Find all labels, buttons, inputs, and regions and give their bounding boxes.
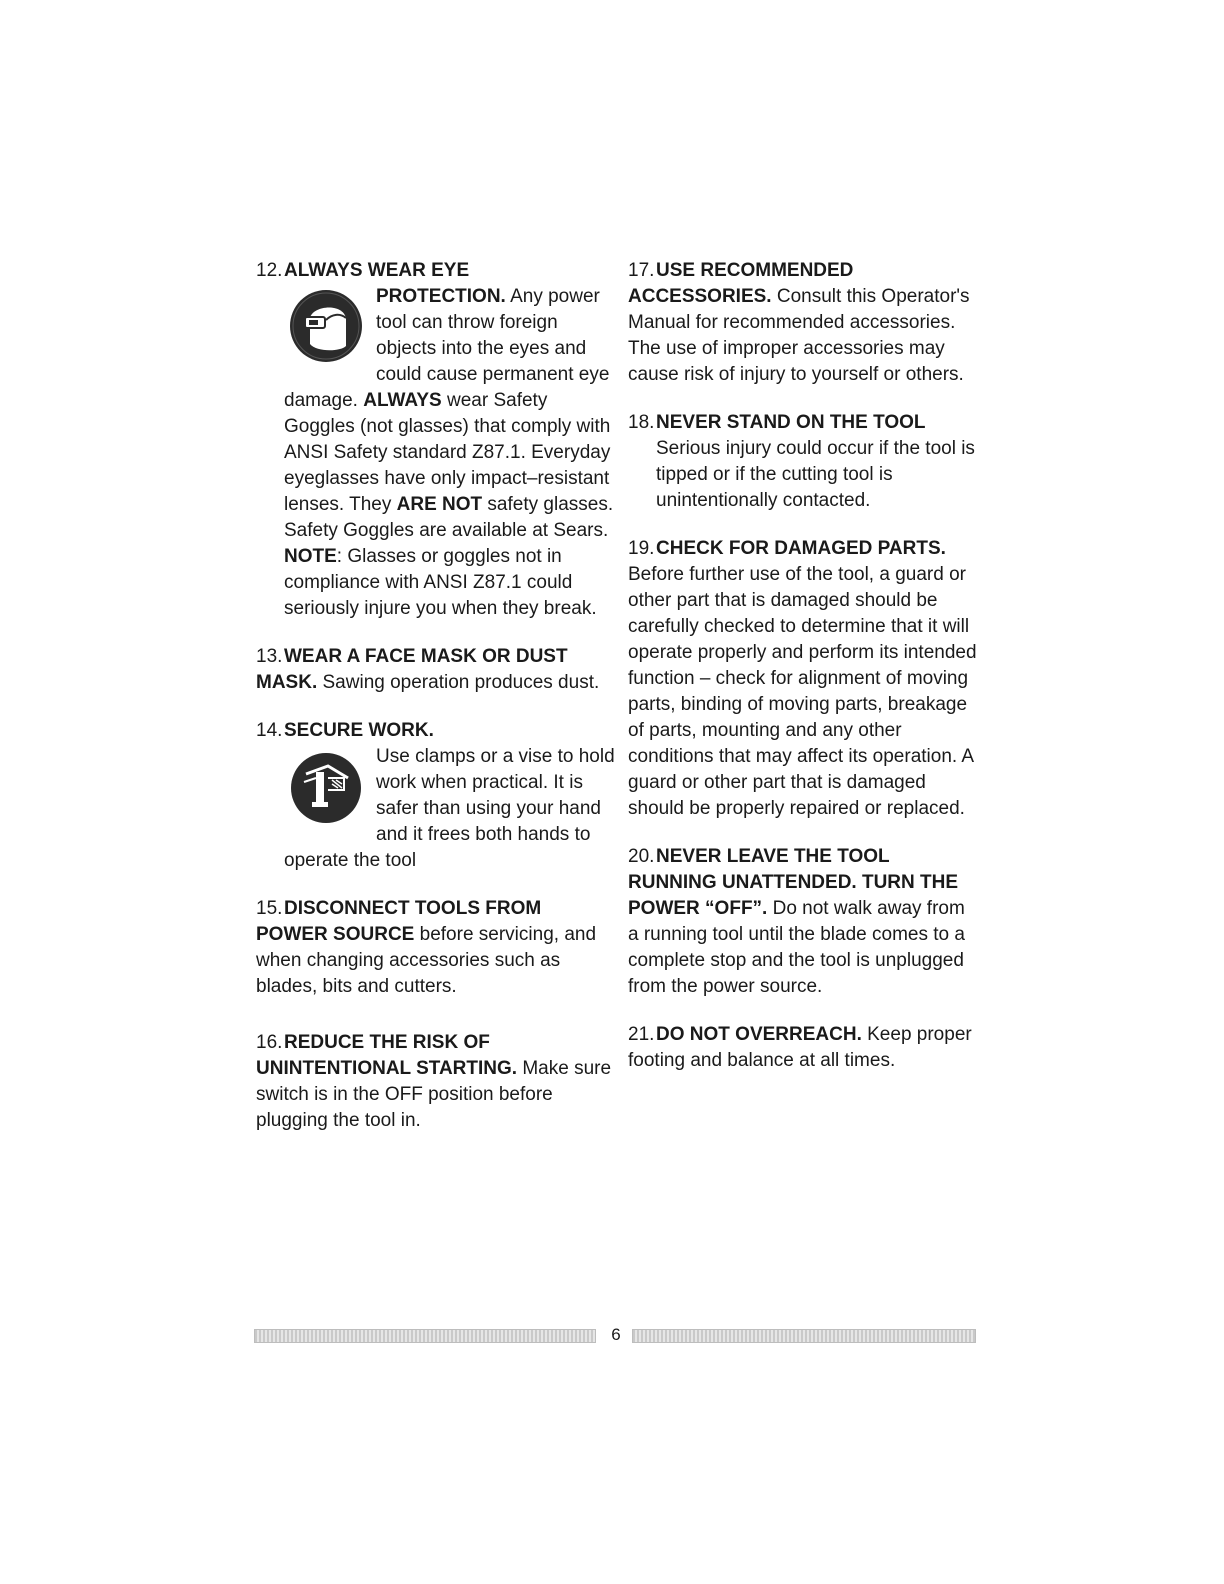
item-body: Any power tool can throw foreign objects into the eyes and could cause permanent eye damage. (284, 286, 610, 411)
note-label: NOTE (284, 546, 337, 567)
clamp-icon (284, 744, 368, 848)
item-body: Before further use of the tool, a guard or other part that is damaged should be carefully checked to determine that it will operate properly and perform its intended function – check for alignment of moving parts, binding of moving parts, breakage of parts, mounting and any other conditions that may affect its operation. A guard or other part that is damaged should be properly repaired or replaced. (628, 564, 977, 819)
safety-item-19 (628, 536, 980, 822)
item-body: Do not walk away from a running tool until the blade comes to a complete stop and the tool is unplugged from the power source. (628, 898, 965, 997)
item-title: ALWAYS WEAR EYE (284, 260, 470, 281)
item-body-cont2: safety glasses. Safety Goggles are available at Sears. (284, 494, 614, 541)
safety-item-16 (256, 1030, 616, 1134)
safety-item-15 (256, 896, 616, 1000)
item-title: DO NOT OVERREACH. (656, 1024, 862, 1045)
item-number: 14. (256, 720, 283, 741)
item-body: Make sure switch is in the OFF position before plugging the tool in. (256, 1058, 612, 1131)
footer-bar-left (254, 1329, 596, 1343)
safety-item-20 (628, 844, 980, 1000)
item-body: before servicing, and when changing accessories such as blades, bits and cutters. (256, 924, 597, 997)
item-body: Use clamps or a vise to hold work when practical. It is safer than using your hand and it frees both hands to operate the tool (284, 746, 615, 871)
item-title-cont: PROTECTION. (376, 286, 506, 307)
item-number: 21. (628, 1024, 655, 1045)
emphasis-always: ALWAYS (363, 390, 442, 411)
item-body: Sawing operation produces dust. (317, 672, 600, 693)
note-text: : Glasses or goggles not in compliance with ANSI Z87.1 could seriously injure you when they break. (284, 546, 597, 619)
item-title: USE RECOMMENDED ACCESSORIES. (628, 260, 854, 307)
safety-goggles-icon (284, 284, 368, 388)
item-body: Serious injury could occur if the tool is tipped or if the cutting tool is unintentionally contacted. (656, 438, 975, 511)
page-number: 6 (611, 1325, 621, 1344)
item-title: SECURE WORK. (284, 720, 434, 741)
item-number: 16. (256, 1032, 283, 1053)
safety-item-17 (628, 258, 980, 388)
emphasis-are-not: ARE NOT (396, 494, 483, 515)
footer-bar-right (632, 1329, 976, 1343)
item-title: NEVER STAND ON THE TOOL (656, 412, 926, 433)
safety-item-13 (256, 644, 616, 696)
item-body: Consult this Operator's Manual for recommended accessories. The use of improper accessories may cause risk of injury to yourself or others. (628, 286, 970, 385)
item-body-cont: wear Safety Goggles (not glasses) that comply with ANSI Safety standard Z87.1. Everyday eyeglasses have only impact–resistant lenses. They (284, 390, 611, 515)
item-number: 19. (628, 538, 655, 559)
item-number: 20. (628, 846, 655, 867)
left-column (256, 258, 616, 1156)
item-number: 18. (628, 412, 655, 433)
right-column (628, 258, 980, 1096)
item-number: 13. (256, 646, 283, 667)
safety-item-21 (628, 1022, 980, 1074)
item-body: Keep proper footing and balance at all times. (628, 1024, 972, 1071)
item-number: 17. (628, 260, 655, 281)
safety-item-12 (256, 258, 616, 622)
safety-item-14 (256, 718, 616, 874)
item-title: DISCONNECT TOOLS FROM POWER SOURCE (256, 898, 542, 945)
safety-item-18 (628, 410, 980, 514)
item-title: CHECK FOR DAMAGED PARTS. (656, 538, 946, 559)
page-footer (254, 1325, 976, 1344)
item-title: WEAR A FACE MASK OR DUST MASK. (256, 646, 568, 693)
item-number: 12. (256, 260, 283, 281)
item-title: REDUCE THE RISK OF UNINTENTIONAL STARTING. (256, 1032, 518, 1079)
item-title: NEVER LEAVE THE TOOL RUNNING UNATTENDED. TURN THE POWER “OFF”. (628, 846, 959, 919)
item-number: 15. (256, 898, 283, 919)
